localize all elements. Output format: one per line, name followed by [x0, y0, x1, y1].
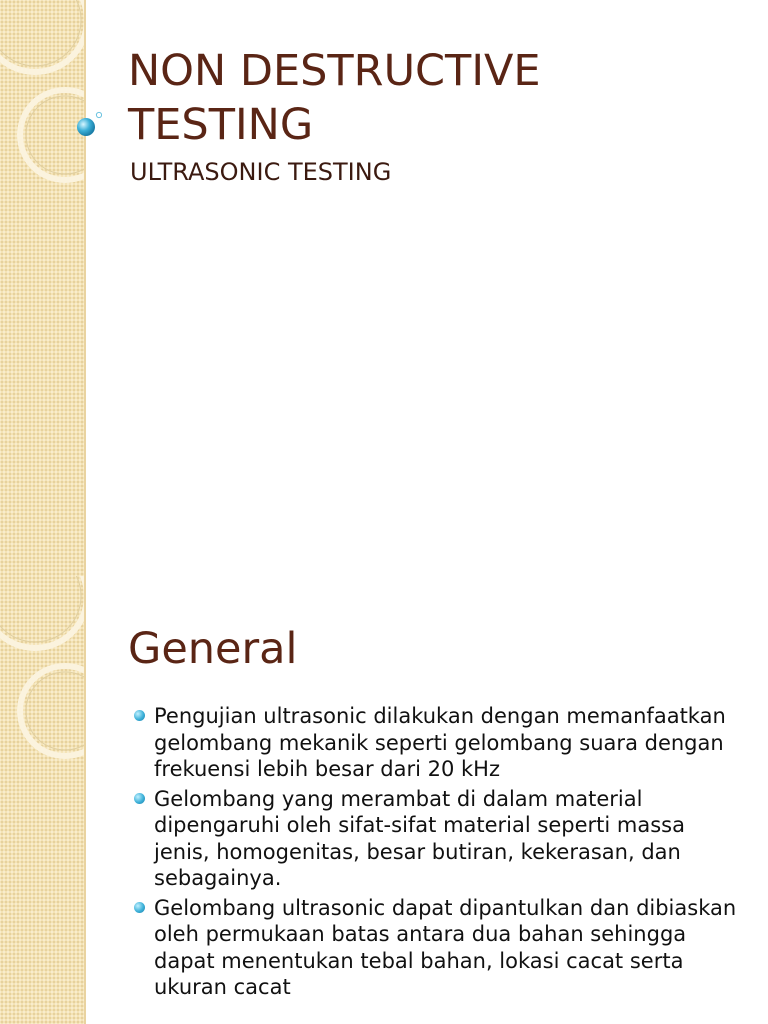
- slide-2: [0, 576, 768, 1024]
- ring-decoration-icon: [0, 0, 84, 576]
- bullet-icon: [134, 793, 145, 804]
- bullet-text: Gelombang yang merambat di dalam material dipengaruhi oleh sifat-sifat material seperti massa jenis, homogenitas, besar butiran, kekerasan, dan sebagainya.: [154, 786, 685, 890]
- slide-subtitle: ULTRASONIC TESTING: [130, 158, 392, 186]
- bullet-item: [130, 895, 740, 1001]
- decorative-sidebar: [0, 576, 86, 1024]
- bullet-item: [130, 786, 740, 892]
- ring-decoration-icon: [0, 576, 84, 1024]
- bullet-text: Pengujian ultrasonic dilakukan dengan memanfaatkan gelombang mekanik seperti gelombang suara dengan frekuensi lebih besar dari 20 kHz: [154, 704, 726, 781]
- bullet-text: Gelombang ultrasonic dapat dipantulkan dan dibiaskan oleh permukaan batas antara dua bahan sehingga dapat menentukan tebal bahan, lokasi cacat serta ukuran cacat: [154, 895, 737, 999]
- slide-title: NON DESTRUCTIVE TESTING: [128, 46, 541, 150]
- bullet-icon: [134, 710, 145, 721]
- section-heading: General: [128, 624, 298, 674]
- bullet-item: [130, 703, 740, 783]
- orb-icon: [72, 108, 102, 138]
- bullet-icon: [134, 902, 145, 913]
- bullet-list: [130, 703, 740, 1004]
- decorative-sidebar: [0, 0, 86, 576]
